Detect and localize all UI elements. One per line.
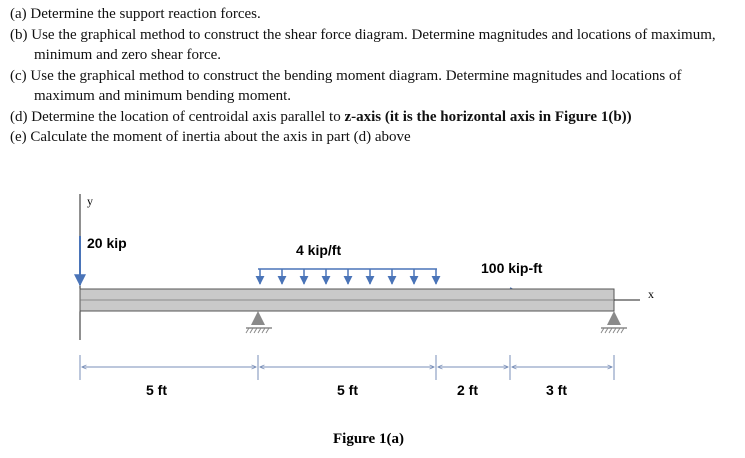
question-c-text: (c) Use the graphical method to construct the bending moment diagram. Determine magnitudes and locations of maximum and minimum bending moment. — [10, 67, 682, 104]
question-e-text: (e) Calculate the moment of inertia about the axis in part (d) above — [10, 129, 411, 145]
dim-label-1: 5 ft — [146, 382, 167, 398]
figure-caption: Figure 1(a) — [333, 431, 404, 447]
question-a-text: (a) Determine the support reaction forces. — [10, 6, 261, 22]
dimension-lines — [80, 355, 614, 380]
x-axis-label: x — [648, 287, 654, 301]
dim-label-3: 2 ft — [457, 382, 478, 398]
support-left-triangle — [251, 311, 265, 325]
support-right-triangle — [607, 311, 621, 325]
moment-label: 100 kip-ft — [481, 260, 543, 276]
dim-label-4: 3 ft — [546, 382, 567, 398]
y-axis-label: y — [87, 194, 93, 208]
distributed-load-label: 4 kip/ft — [296, 242, 342, 258]
question-b-text: (b) Use the graphical method to construct the shear force diagram. Determine magnitudes and locations of maximum, minimum and zero shear force. — [10, 26, 716, 63]
distributed-load-arrows — [258, 269, 437, 284]
support-right — [601, 311, 627, 333]
dim-label-2: 5 ft — [337, 382, 358, 398]
question-d-text: (d) Determine the location of centroidal axis parallel to — [10, 108, 345, 125]
point-load-label: 20 kip — [87, 235, 127, 251]
question-d-bold-text: z-axis (it is the horizontal axis in Figure 1(b)) — [344, 108, 632, 125]
support-left — [246, 311, 272, 333]
